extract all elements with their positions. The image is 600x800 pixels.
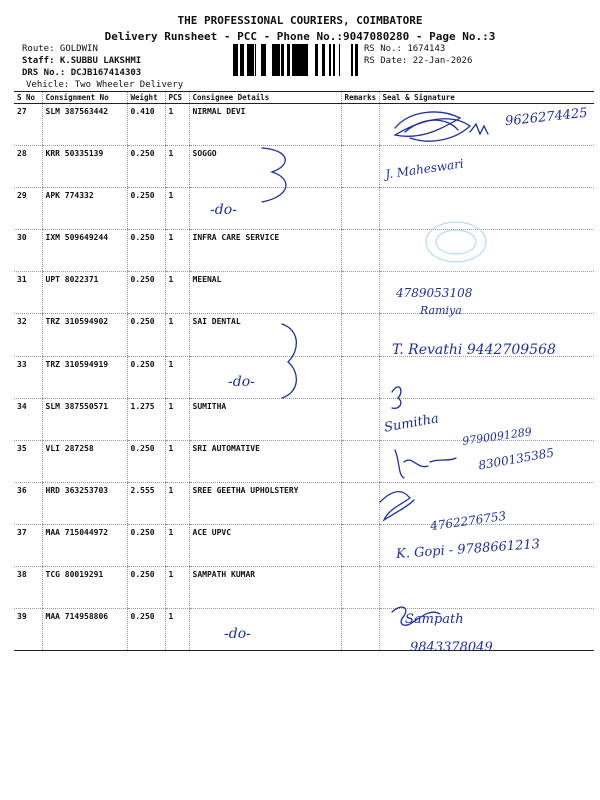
row-consignment-no: SLM 387550571 (42, 398, 127, 440)
row-consignment-no: MAA 714958806 (42, 609, 127, 651)
runsheet-table (14, 91, 594, 651)
col-consignment: Consignment No (42, 92, 127, 104)
row-pcs: 1 (165, 609, 189, 651)
table-row (14, 272, 594, 314)
barcode-bar (235, 44, 237, 76)
row-remarks (341, 609, 379, 651)
row-consignment-no: APK 774332 (42, 188, 127, 230)
barcode-bar (334, 44, 335, 76)
row-weight: 2.555 (127, 482, 165, 524)
row-sno: 31 (14, 272, 42, 314)
barcode-bar (300, 44, 301, 76)
row-weight: 0.250 (127, 440, 165, 482)
row-sno: 32 (14, 314, 42, 356)
col-signature: Seal & Signature (379, 92, 594, 104)
handwritten-name-31: Ramiya (420, 304, 462, 317)
vehicle-label: Vehicle: Two Wheeler Delivery (26, 80, 184, 90)
barcode-bar (247, 44, 249, 76)
ditto-mark-39: -do- (224, 626, 251, 642)
row-sno: 28 (14, 146, 42, 188)
row-weight: 0.250 (127, 146, 165, 188)
handwritten-signature-34: Sumitha (383, 411, 441, 436)
col-sno: S No (14, 92, 42, 104)
row-sno: 34 (14, 398, 42, 440)
ditto-mark-33: -do- (228, 374, 255, 390)
barcode-bar (329, 44, 331, 76)
row-consignee: SUMITHA (189, 398, 341, 440)
table-row (14, 482, 594, 524)
row-pcs: 1 (165, 567, 189, 609)
table-row (14, 356, 594, 398)
row-remarks (341, 356, 379, 398)
barcode-bar (252, 44, 254, 76)
row-consignment-no: VLI 287258 (42, 440, 127, 482)
runsheet-subtitle: Delivery Runsheet - PCC - Phone No.:9047080280 - Page No.:3 (104, 30, 496, 43)
row-weight: 0.250 (127, 356, 165, 398)
barcode-bar (274, 44, 277, 76)
row-consignment-no: TCG 80019291 (42, 567, 127, 609)
barcode-bar (281, 44, 284, 76)
drs-number: DRS No.: DCJB167414303 (22, 68, 142, 78)
row-consignee: ACE UPVC (189, 524, 341, 566)
row-signature (379, 567, 594, 609)
table-row (14, 146, 594, 188)
table-header-row (14, 92, 594, 104)
row-weight: 1.275 (127, 398, 165, 440)
barcode-bar (351, 44, 353, 76)
row-weight: 0.250 (127, 314, 165, 356)
handwritten-phone-31: 4789053108 (396, 286, 473, 300)
row-sno: 27 (14, 104, 42, 146)
barcode-bar (322, 44, 325, 76)
barcode (233, 44, 358, 76)
row-consignee: SAMPATH KUMAR (189, 567, 341, 609)
row-remarks (341, 440, 379, 482)
table-row (14, 230, 594, 272)
barcode-bar (264, 44, 266, 76)
row-sno: 33 (14, 356, 42, 398)
row-consignment-no: UPT 8022371 (42, 272, 127, 314)
barcode-bar (277, 44, 280, 76)
row-consignment-no: MAA 715044972 (42, 524, 127, 566)
handwritten-phone-34: 9790091289 (461, 425, 533, 448)
row-weight: 0.250 (127, 230, 165, 272)
row-pcs: 1 (165, 524, 189, 566)
barcode-bar (333, 44, 334, 76)
col-pcs: PCS (165, 92, 189, 104)
row-weight: 0.250 (127, 609, 165, 651)
row-consignee (189, 356, 341, 398)
handwritten-name-28: J. Maheswari (384, 156, 465, 182)
row-pcs: 1 (165, 440, 189, 482)
col-remarks: Remarks (341, 92, 379, 104)
rs-date: RS Date: 22-Jan-2026 (364, 56, 473, 66)
handwritten-signature-32: T. Revathi 9442709568 (392, 342, 556, 358)
row-remarks (341, 398, 379, 440)
barcode-bar (261, 44, 263, 76)
row-remarks (341, 188, 379, 230)
barcode-bar (301, 44, 304, 76)
barcode-bar (237, 44, 238, 76)
handwritten-phone-35: 8300135385 (477, 445, 555, 473)
row-consignee: NIRMAL DEVI (189, 104, 341, 146)
row-pcs: 1 (165, 314, 189, 356)
barcode-bar (272, 44, 274, 76)
row-weight: 0.250 (127, 188, 165, 230)
row-remarks (341, 524, 379, 566)
row-pcs: 1 (165, 272, 189, 314)
table-row (14, 188, 594, 230)
row-remarks (341, 272, 379, 314)
col-consignee: Consignee Details (189, 92, 341, 104)
row-sno: 38 (14, 567, 42, 609)
barcode-bar (304, 44, 306, 76)
ditto-mark-29: -do- (210, 202, 237, 218)
row-consignee: SRI AUTOMATIVE (189, 440, 341, 482)
row-weight: 0.410 (127, 104, 165, 146)
row-sno: 29 (14, 188, 42, 230)
barcode-bar (243, 44, 244, 76)
table-row (14, 609, 594, 651)
row-remarks (341, 567, 379, 609)
row-pcs: 1 (165, 146, 189, 188)
row-consignee: SOGGO (189, 146, 341, 188)
row-pcs: 1 (165, 356, 189, 398)
row-sno: 39 (14, 609, 42, 651)
row-consignee: MEENAL (189, 272, 341, 314)
barcode-bar (356, 44, 358, 76)
row-signature (379, 188, 594, 230)
handwritten-phone-36: 4762276753 (429, 508, 507, 534)
barcode-bar (297, 44, 300, 76)
row-weight: 0.250 (127, 272, 165, 314)
row-remarks (341, 314, 379, 356)
row-remarks (341, 104, 379, 146)
barcode-bar (233, 44, 235, 76)
row-remarks (341, 230, 379, 272)
row-consignment-no: IXM 509649244 (42, 230, 127, 272)
barcode-bar (306, 44, 308, 76)
row-pcs: 1 (165, 398, 189, 440)
row-pcs: 1 (165, 188, 189, 230)
barcode-bar (249, 44, 252, 76)
row-weight: 0.250 (127, 567, 165, 609)
row-weight: 0.250 (127, 524, 165, 566)
row-pcs: 1 (165, 482, 189, 524)
barcode-bar (339, 44, 340, 76)
row-sno: 35 (14, 440, 42, 482)
handwritten-signature-39: Sampath (405, 612, 464, 627)
row-consignee (189, 609, 341, 651)
row-consignee: SAI DENTAL (189, 314, 341, 356)
row-sno: 37 (14, 524, 42, 566)
barcode-bar (287, 44, 290, 76)
barcode-bar (292, 44, 294, 76)
col-weight: Weight (127, 92, 165, 104)
row-consignment-no: TRZ 310594902 (42, 314, 127, 356)
row-remarks (341, 482, 379, 524)
barcode-bar (355, 44, 356, 76)
route-label: Route: GOLDWIN (22, 44, 98, 54)
row-pcs: 1 (165, 104, 189, 146)
row-sno: 36 (14, 482, 42, 524)
barcode-bar (315, 44, 318, 76)
barcode-bar (240, 44, 243, 76)
handwritten-phone-39: 9843378049 (410, 640, 493, 655)
row-remarks (341, 146, 379, 188)
row-consignee: SREE GEETHA UPHOLSTERY (189, 482, 341, 524)
row-consignment-no: TRZ 310594919 (42, 356, 127, 398)
handwritten-signature-37: K. Gopi - 9788661213 (395, 536, 541, 563)
company-title: THE PROFESSIONAL COURIERS, COIMBATORE (177, 14, 423, 27)
row-consignment-no: HRD 363253703 (42, 482, 127, 524)
rs-number: RS No.: 1674143 (364, 44, 446, 54)
row-pcs: 1 (165, 230, 189, 272)
row-consignment-no: KRR 50335139 (42, 146, 127, 188)
row-consignee: INFRA CARE SERVICE (189, 230, 341, 272)
row-consignment-no: SLM 387563442 (42, 104, 127, 146)
staff-label: Staff: K.SUBBU LAKSHMI (22, 56, 142, 66)
row-sno: 30 (14, 230, 42, 272)
barcode-bar (294, 44, 297, 76)
table-row (14, 567, 594, 609)
row-signature (379, 356, 594, 398)
barcode-bar (255, 44, 256, 76)
handwritten-phone-27: 9626274425 (504, 105, 589, 130)
barcode-bar (263, 44, 264, 76)
row-signature (379, 230, 594, 272)
